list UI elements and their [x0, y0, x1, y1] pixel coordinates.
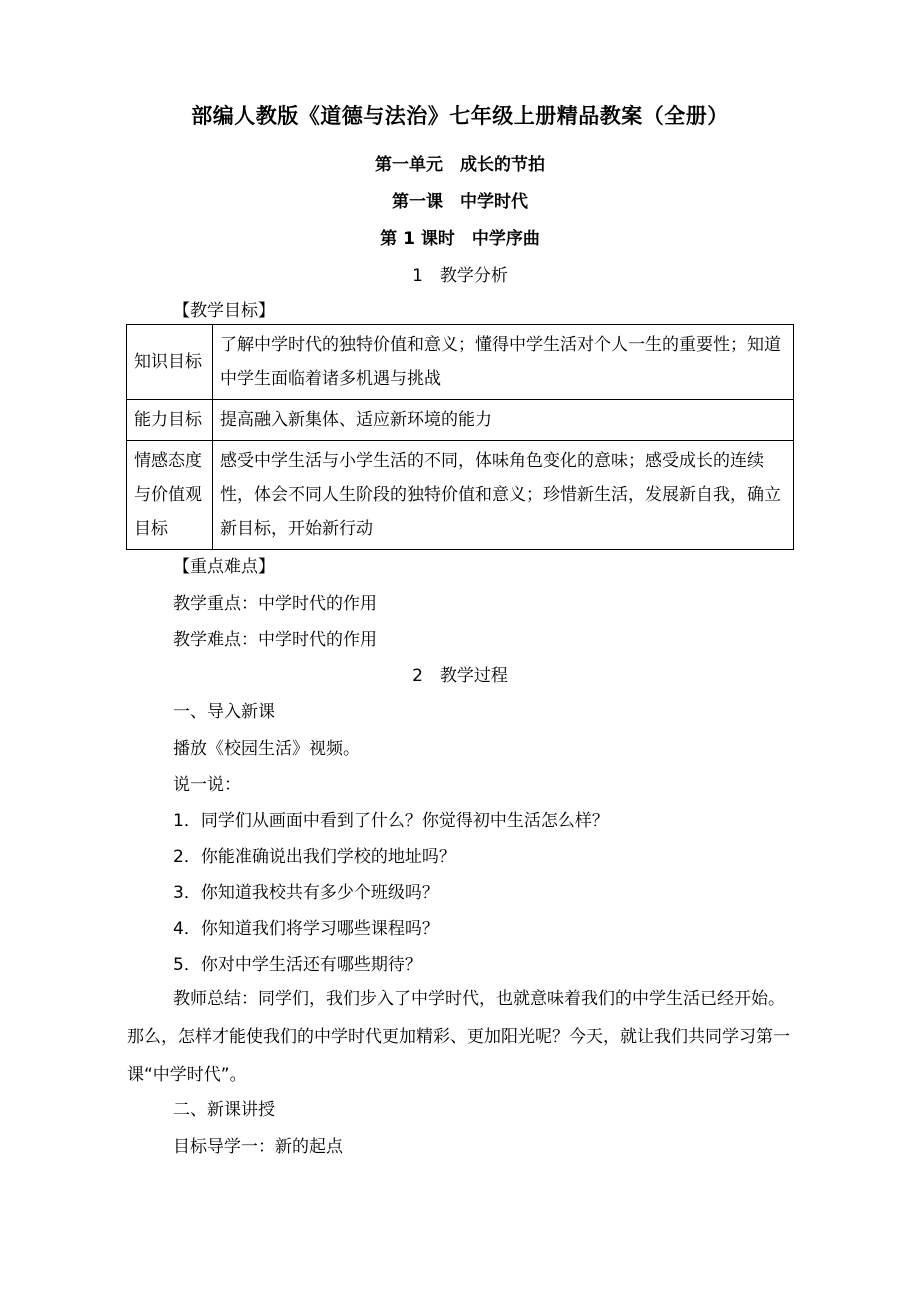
part-one-heading: 一、导入新课: [173, 702, 275, 722]
video-instruction: 播放《校园生活》视频。: [173, 739, 360, 759]
table-cell-label: 情感态度与价值观目标: [127, 441, 213, 550]
goals-heading: 【教学目标】: [173, 301, 275, 321]
key-point-text: 教学重点：中学时代的作用: [173, 594, 377, 614]
question-item: 1．同学们从画面中看到了什么？你觉得初中生活怎么样？: [173, 811, 609, 831]
document-title: 部编人教版《道德与法治》七年级上册精品教案（全册）: [191, 104, 729, 128]
table-cell-content: 感受中学生活与小学生活的不同，体味角色变化的意味；感受成长的连续性，体会不同人生阶段的独特价值和意义；珍惜新生活，发展新自我，确立新目标，开始新行动: [213, 441, 794, 550]
section-process-heading: 2 教学过程: [412, 666, 508, 686]
table-row: [127, 400, 794, 441]
table-cell-content: 了解中学时代的独特价值和意义；懂得中学生活对个人一生的重要性；知道中学生面临着诸多机遇与挑战: [213, 325, 794, 400]
goals-table: [126, 324, 794, 550]
key-points-heading: 【重点难点】: [173, 557, 275, 577]
unit-heading: 第一单元 成长的节拍: [375, 155, 545, 175]
table-cell-content: 提高融入新集体、适应新环境的能力: [213, 400, 794, 441]
difficult-point-text: 教学难点：中学时代的作用: [173, 630, 377, 650]
section-analysis-heading: 1 教学分析: [412, 266, 508, 286]
say-prompt: 说一说：: [173, 775, 241, 795]
table-row: [127, 441, 794, 550]
table-row: [127, 325, 794, 400]
teacher-summary: 教师总结：同学们，我们步入了中学时代，也就意味着我们的中学生活已经开始。那么，怎样才能使我们的中学时代更加精彩、更加阳光呢？今天，就让我们共同学习第一课“中学时代”。: [127, 989, 790, 1085]
lesson-heading: 第一课 中学时代: [392, 192, 528, 212]
question-item: 2．你能准确说出我们学校的地址吗？: [173, 847, 456, 867]
question-item: 3．你知道我校共有多少个班级吗？: [173, 883, 439, 903]
table-cell-label: 能力目标: [127, 400, 213, 441]
part-two-heading: 二、新课讲授: [173, 1100, 275, 1120]
question-item: 4．你知道我们将学习哪些课程吗？: [173, 919, 439, 939]
goal-one-heading: 目标导学一：新的起点: [173, 1137, 343, 1157]
question-item: 5．你对中学生活还有哪些期待？: [173, 955, 422, 975]
table-cell-label: 知识目标: [127, 325, 213, 400]
period-heading: 第 1 课时 中学序曲: [380, 229, 540, 249]
